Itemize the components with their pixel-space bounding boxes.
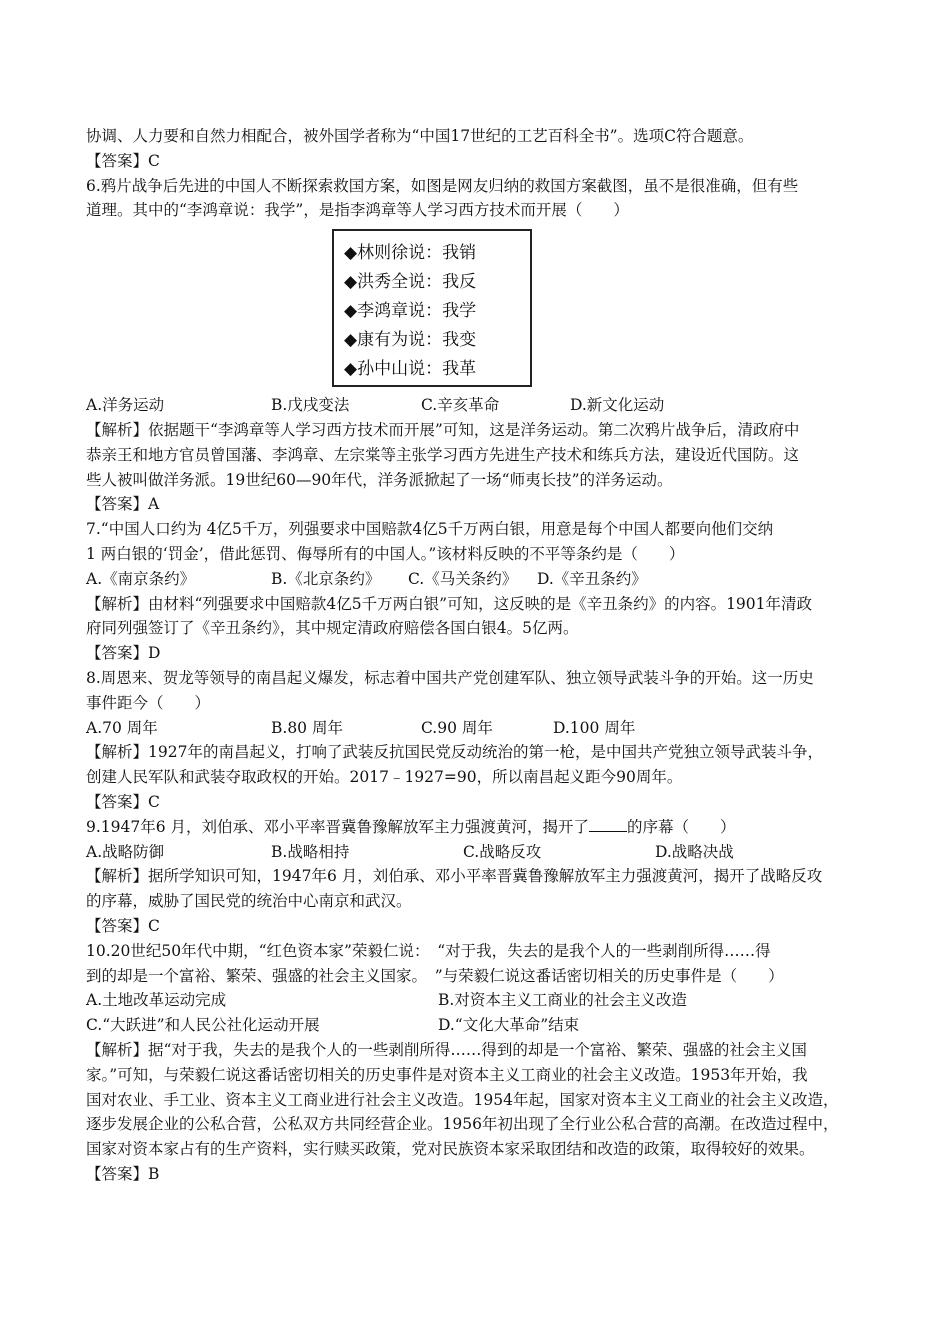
document-page <box>86 124 876 1187</box>
q7-answer: 【答案】D <box>86 644 161 663</box>
q10-options-row-1 <box>86 988 876 1013</box>
q7-options <box>86 567 876 592</box>
q8-options <box>86 716 876 741</box>
q10-option-a: A.土地改革运动完成 <box>86 991 227 1010</box>
q9-option-b: B.战略相持 <box>271 842 350 861</box>
q8-analysis-line: 【解析】1927年的南昌起义，打响了武装反抗国民党反动统治的第一枪，是中国共产党独立领导武装斗争， <box>86 743 823 762</box>
q7-analysis-line: 【解析】由材料“列强要求中国赔款4亿5千万两白银”可知，这反映的是《辛丑条约》的内容。1901年清政 <box>86 594 813 613</box>
q9-option-c: C.战略反攻 <box>463 842 542 861</box>
q6-options <box>86 393 876 418</box>
q10-analysis-line: 国对农业、手工业、资本主义工商业进行社会主义改造。1954年起，国家对资本主义工商业的社会主义改造， <box>86 1090 839 1109</box>
q6-stem-line-1: 6.鸦片战争后先进的中国人不断探索救国方案，如图是网友归纳的救国方案截图，虽不是很准确，但有些 <box>86 176 799 195</box>
q7-option-c: C.《马关条约》 <box>408 569 518 588</box>
intro-answer: 【答案】C <box>86 151 160 170</box>
q8-stem-line-1: 8.周恩来、贺龙等领导的南昌起义爆发，标志着中国共产党创建军队、独立领导武装斗争的开始。这一历史 <box>86 668 814 687</box>
q6-stem-line-2: 道理。其中的“李鸿章说：我学”，是指李鸿章等人学习西方技术而开展（ ） <box>86 201 629 220</box>
q9-analysis-line: 【解析】据所学知识可知，1947年6 月，刘伯承、邓小平率晋冀鲁豫解放军主力强渡黄河，揭开了战略反攻 <box>86 867 823 886</box>
q9-blank <box>589 817 627 832</box>
q10-option-b: B.对资本主义工商业的社会主义改造 <box>438 991 687 1010</box>
q6-option-b: B.戊戌变法 <box>271 396 350 415</box>
q10-stem-line-1: 10.20世纪50年代中期，“红色资本家”荣毅仁说： “对于我，失去的是我个人的一些剥削所得……得 <box>86 941 771 960</box>
q9-option-d: D.战略决战 <box>655 842 734 861</box>
q6-option-a: A.洋务运动 <box>86 396 165 415</box>
q6-figure-line: ◆孙中山说：我革 <box>344 359 477 380</box>
q6-figure-line: ◆洪秀全说：我反 <box>344 272 477 293</box>
q10-option-c: C.“大跃进”和人民公社化运动开展 <box>86 1016 320 1035</box>
q9-analysis-line: 的序幕，威胁了国民党的统治中心南京和武汉。 <box>86 892 412 911</box>
q7-option-a: A.《南京条约》 <box>86 569 196 588</box>
q8-option-a: A.70 周年 <box>86 718 158 737</box>
q9-options <box>86 840 876 865</box>
q8-option-d: D.100 周年 <box>553 718 636 737</box>
q10-analysis-line: 【解析】据“对于我，失去的是我个人的一些剥削所得……得到的却是一个富裕、繁荣、强盛的社会主义国 <box>86 1040 807 1059</box>
q7-stem-line-1: 7.“中国人口约为 4亿5千万，列强要求中国赔款4亿5千万两白银，用意是每个中国人都要向他们交纳 <box>86 520 774 539</box>
q6-analysis-line: 恭亲王和地方官员曾国藩、李鸿章、左宗棠等主张学习西方先进生产技术和练兵方法，建设近代国防。这 <box>86 445 800 464</box>
q8-analysis-line: 创建人民军队和武装夺取政权的开始。2017﹣1927=90，所以南昌起义距今90周年。 <box>86 768 683 787</box>
q8-option-b: B.80 周年 <box>271 718 343 737</box>
q9-option-a: A.战略防御 <box>86 842 165 861</box>
q10-analysis-line: 家。”可知，与荣毅仁说这番话密切相关的历史事件是对资本主义工商业的社会主义改造。1953年开始，我 <box>86 1065 808 1084</box>
q6-figure-line: ◆李鸿章说：我学 <box>344 301 477 322</box>
q10-stem-line-2: 到的却是一个富裕、繁荣、强盛的社会主义国家。 ”与荣毅仁说这番话密切相关的历史事件是（ ） <box>86 966 784 985</box>
q6-answer: 【答案】A <box>86 495 160 514</box>
q6-analysis-line: 【解析】依据题干“李鸿章等人学习西方技术而开展”可知，这是洋务运动。第二次鸦片战争后，清政府中 <box>86 420 800 439</box>
q8-option-c: C.90 周年 <box>421 718 493 737</box>
q7-analysis-line: 府同列强签订了《辛丑条约》，其中规定清政府赔偿各国白银4。5亿两。 <box>86 619 579 638</box>
q6-analysis-line: 些人被叫做洋务派。19世纪60—90年代，洋务派掀起了一场“师夷长技”的洋务运动。 <box>86 470 673 489</box>
q7-stem-line-2: 1 两白银的‘罚金’，借此惩罚、侮辱所有的中国人。”该材料反映的不平等条约是（ ） <box>86 544 685 563</box>
q8-answer: 【答案】C <box>86 792 160 811</box>
q10-answer: 【答案】B <box>86 1164 160 1183</box>
q6-figure <box>332 229 532 387</box>
q6-option-c: C.辛亥革命 <box>421 396 500 415</box>
intro-analysis-tail: 协调、人力要和自然力相配合，被外国学者称为“中国17世纪的工艺百科全书”。选项C符合题意。 <box>86 127 754 145</box>
q7-option-b: B.《北京条约》 <box>271 569 381 588</box>
q10-options-row-2 <box>86 1013 876 1038</box>
q7-option-d: D.《辛丑条约》 <box>537 569 647 588</box>
q9-stem-line-1 <box>86 815 876 840</box>
q6-figure-line: ◆康有为说：我变 <box>344 330 477 351</box>
q9-stem-start: 9.1947年6 月，刘伯承、邓小平率晋冀鲁豫解放军主力强渡黄河，揭开了 <box>86 817 590 836</box>
q6-figure-line: ◆林则徐说：我销 <box>344 243 477 264</box>
q10-option-d: D.“文化大革命”结束 <box>438 1016 580 1035</box>
q6-option-d: D.新文化运动 <box>570 396 665 415</box>
q10-analysis-line: 国家对资本家占有的生产资料，实行赎买政策，党对民族资本家采取团结和改造的政策，取得较好的效果。 <box>86 1140 815 1159</box>
q10-analysis-line: 逐步发展企业的公私合营，公私双方共同经营企业。1956年初出现了全行业公私合营的高潮。在改造过程中， <box>86 1115 839 1134</box>
q9-answer: 【答案】C <box>86 916 160 935</box>
q9-stem-end: 的序幕（ ） <box>627 817 736 836</box>
q8-stem-line-2: 事件距今（ ） <box>86 693 211 712</box>
